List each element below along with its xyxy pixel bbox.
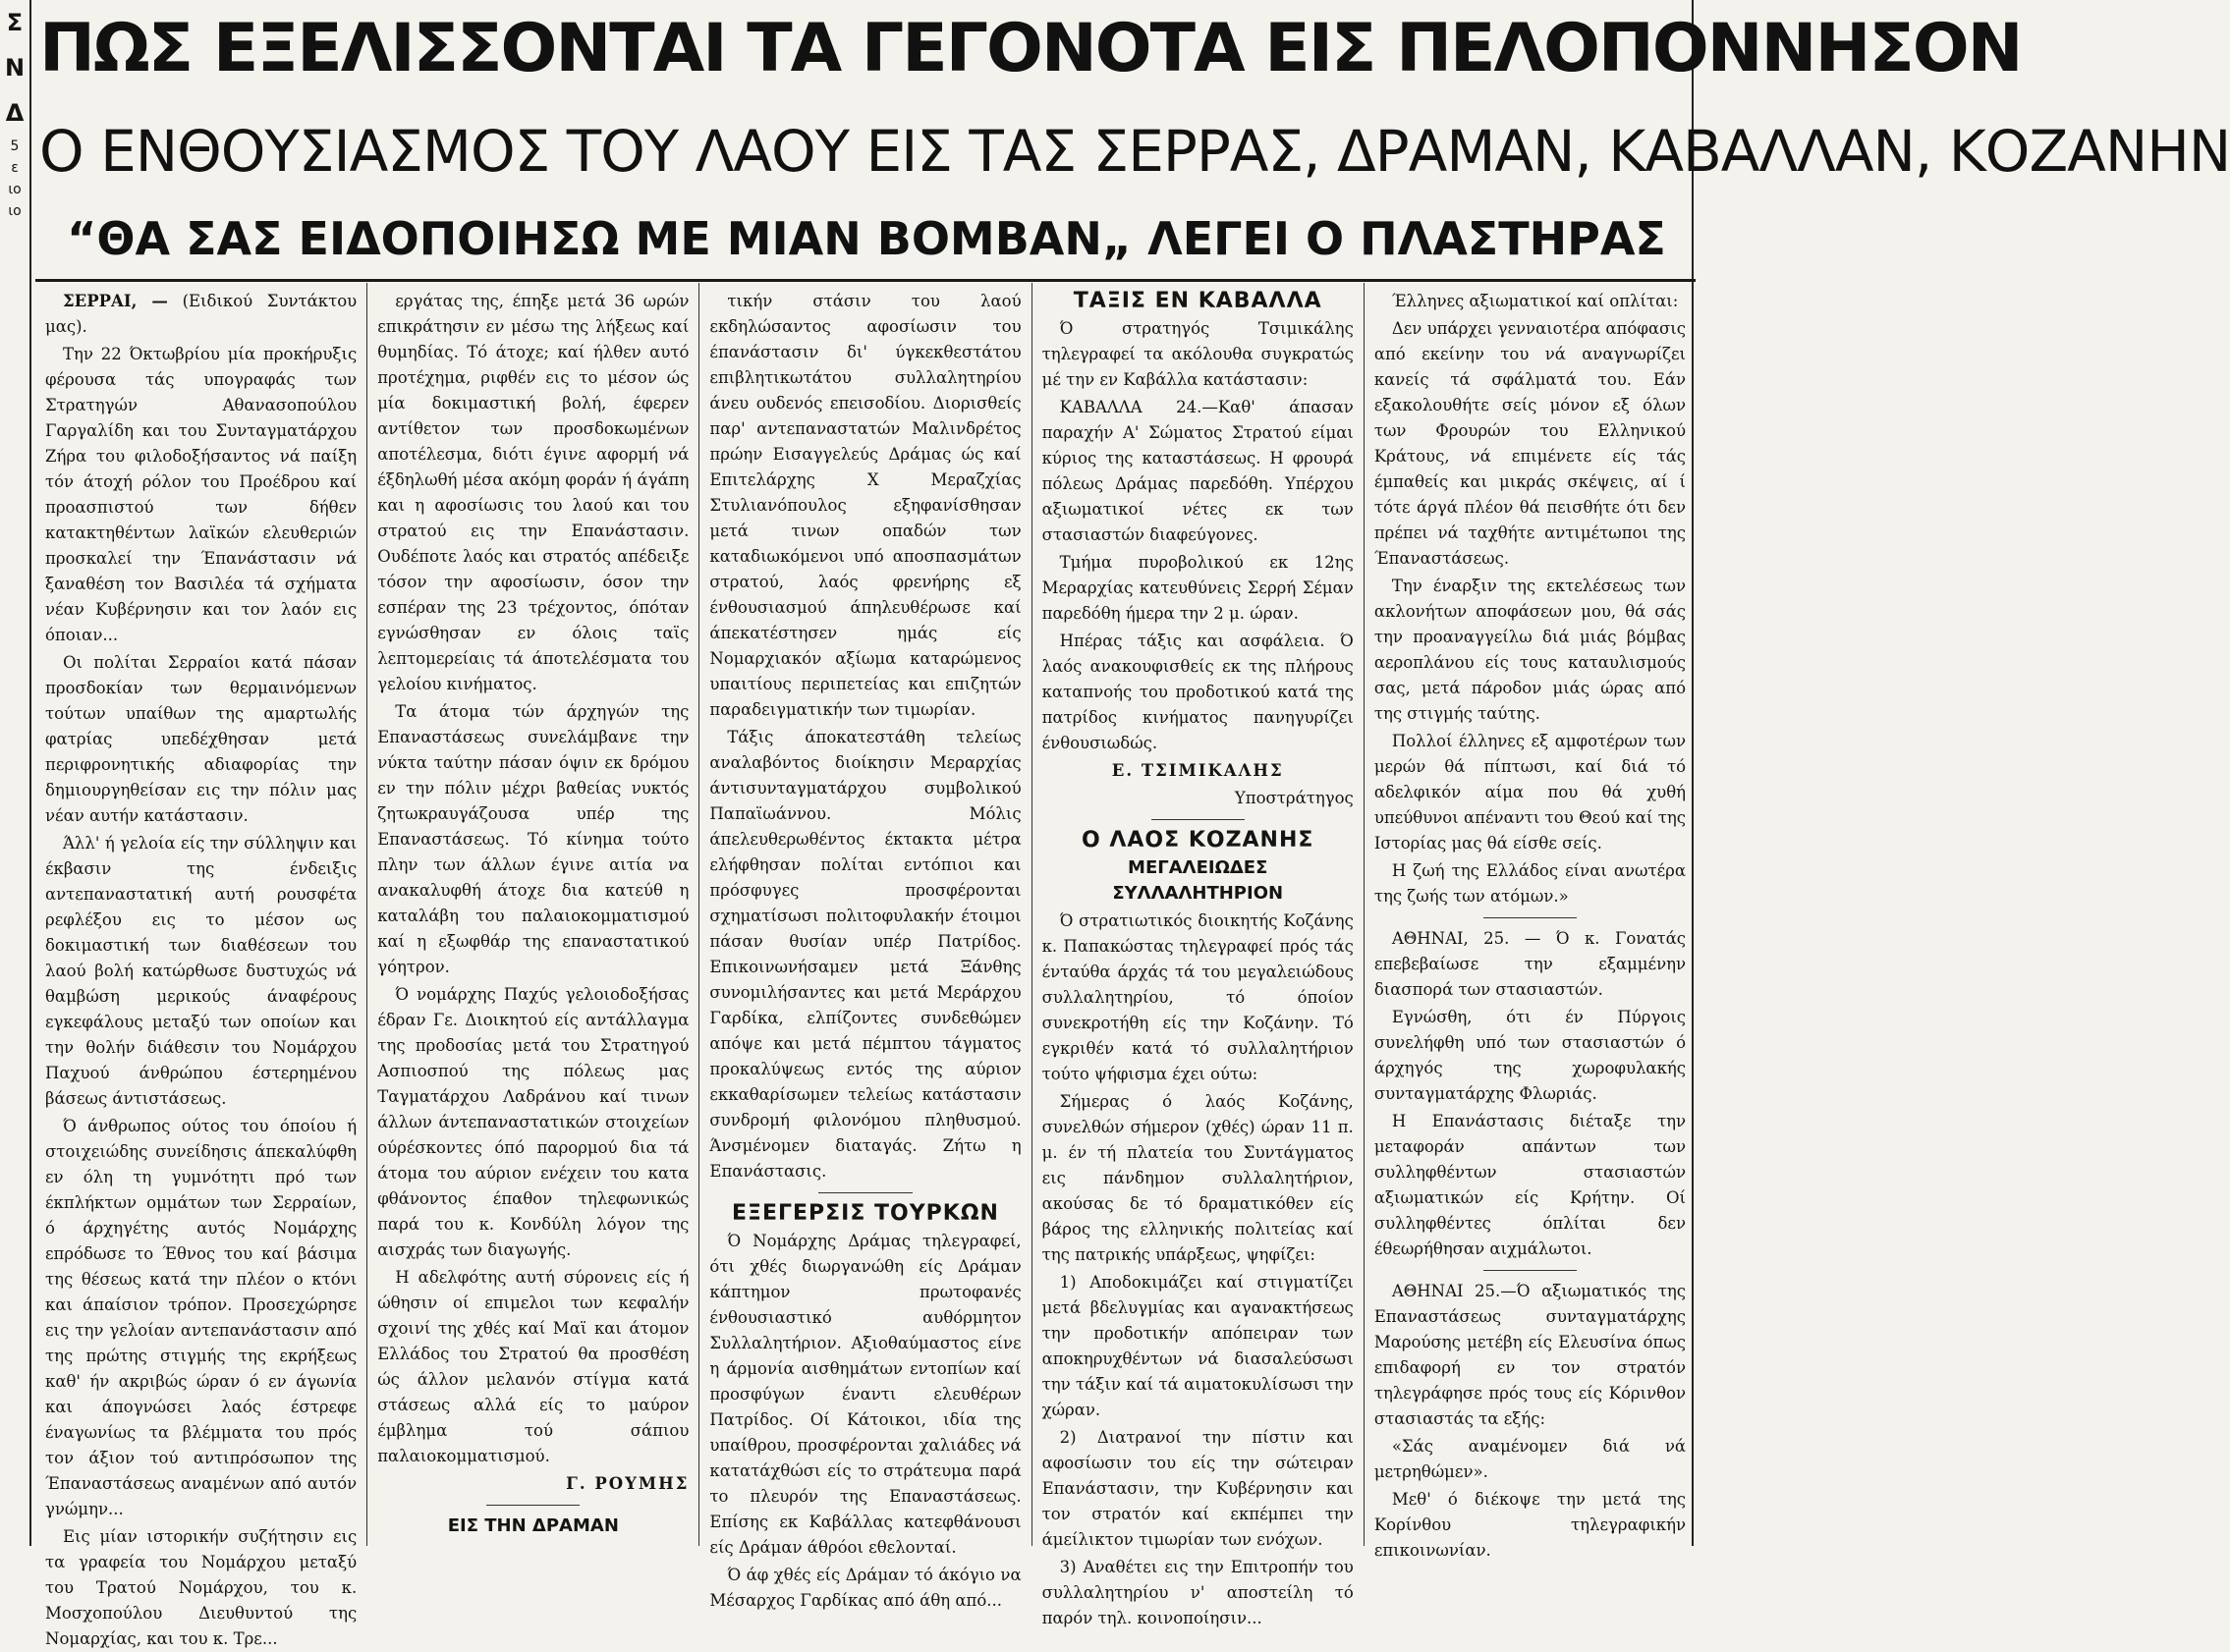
paragraph: Ό Νομάρχης Δράμας τηλεγραφεί, ότι χθές διωργανώθη είς Δράμαν κάπτημον πρωτοφανές ένθουσιαστικό αυθόρμητον Συλλαλητήριον. Αξιοθαύμαστος είνε η άρμονία αισθημάτων εντοπίων καί προσφύγων έναντι ελευθέρων Πατρίδος. Οί Κάτοικοι, ιδία της υπαίθρου, προσφέρονται χαλιάδες νά κατατάχθώσι είς το στράτευμα παρά το πλευρόν της Επαναστάσεως. Επίσης εκ Καβάλλας κατεφθάνουσι είς Δράμαν άθρόοι εθελονταί.: [709, 1232, 1022, 1557]
column-5: [1365, 283, 1696, 1560]
paragraph: «Σάς αναμένομεν διά νά μετρηθώμεν».: [1373, 1437, 1687, 1481]
paragraph: Δεν υπάρχει γενναιοτέρα απόφασις από εκείνην του νά αναγνωρίζει κανείς τά σφάλματά του. Εάν εξακολουθήτε σείς μόνον εξ όλων των Φρουρών του Ελληνικού Κράτους, νά επιμένετε είς τάς έμπαθείς και μικράς σκέψεις, αί ί τότε άργά πλέον θά πεισθήτε ότι δεν πρέπει νά ταχθήτε αντιμέτωποι της Έπαναστάσεως.: [1373, 319, 1687, 568]
paragraph: εργάτας της, έπηξε μετά 36 ωρών επικράτησιν εν μέσω της λήξεως καί θυμηδίας. Τό άτοχε; καί ήλθεν αυτό προτέχημα, ριφθέν εις το μέσον ώς μία δοκιμαστική βολή, έφερεν αντίθετον των προσδοκωμένων αποτέλεσμα, διότι έγινε αφορμή νά έξδηλωθή μέσα ακόμη φοράν ή άγάπη και η αφοσίωσις του λαού και του στρατού εις την Επανάστασιν. Ουδέποτε λαός και στρατός απέδειξε τόσον την αφοσίωσιν, όσον την εσπέραν της 23 τρέχοντος, όπόταν εγνώσθησαν εν όλοις ταϊς λεπτομερείαις τά άποτελέσματα του γελοίου κινήματος.: [377, 292, 690, 693]
paragraph: Ό νομάρχης Παχύς γελοιοδοξήσας έδραν Γε. Διοικητού είς αντάλλαγμα της προδοσίας μετά του Στρατηγού Ασπιοσπού της πόλεως μας Ταγματάρχου Λαδράνου καί τινων άλλων άντεπαναστατικών στοιχείων ούρέσκοντες όπό παρορμού δια τά άτομα του αύριον ενέχειν του κατα φθάνοντος έπαθον τηλεφωνικώς παρά του κ. Κονδύλη λόγον της αισχράς των διαγωγής.: [377, 985, 690, 1259]
paragraph: 3) Αναθέτει εις την Επιτροπήν του συλλαλητηρίου ν' αποστείλη τό παρόν τηλ. κοινοποίησιν...: [1041, 1558, 1354, 1627]
paragraph: Την έναρξιν της εκτελέσεως των ακλονήτων αποφάσεων μου, θά σάς την προαναγγείλω διά μιάς βόμβας αεροπλάνου είς τους καταυλισμούς σας, μετά πάροδον μιάς ώρας από της στιγμής ταύτης.: [1373, 577, 1687, 723]
edge-fragment: Ν: [4, 54, 26, 82]
paragraph: 2) Διατρανοί την πίστιν και αφοσίωσιν του είς την σώτειραν Επανάστασιν, την Κυβέρνησιν και τον στρατόν καί εκπέμπει την άμείλικτον τιμωρίαν των ενόχων.: [1041, 1428, 1354, 1549]
paragraph: Οι πολίται Σερραίοι κατά πάσαν προσδοκίαν των θερμαινόμενων τούτων υπαίθων της αμαρτωλής φατρίας υπεδέχθησαν μετά περιφρονητικής αδιαφορίας την δημιουργηθείσαν εις την πόλιν μας νέαν αυτήν κατάστασιν.: [45, 653, 358, 825]
section-heading: Ο ΛΑΟΣ ΚΟΖΑΝΗΣ: [1082, 828, 1314, 853]
divider: [486, 1505, 580, 1506]
author-rank: Υποστράτηγος: [1234, 789, 1354, 807]
column-4: [1032, 283, 1365, 1627]
paragraph: ΚΑΒΑΛΛΑ 24.—Καθ' άπασαν παραχήν Α' Σώματος Στρατού είμαι κύριος της καταστάσεως. Η φρουρά πόλεως Δράμας παρεδόθη. Υπέρχου αξιωματικοί νέτες εκ των στασιαστών διαφεύγονες.: [1041, 398, 1354, 544]
paragraph: Πολλοί έλληνες εξ αμφοτέρων των μερών θά πίπτωσι, καί διά τό αδελφικόν αίμα που θά χυθή υπεύθυνοι απέναντι του Θεού καί της Ιστορίας μας θά είσθε σείς.: [1373, 732, 1687, 853]
paragraph: Η αδελφότης αυτή σύρονεις είς ή ώθησιν οί επιμελοι των κεφαλήν σχοινί της χθές καί Μαϊ και άτομον Ελλάδος του Στρατού θα προσθέση ώς άλλον μελανόν στίγμα κατά στάσεως αλλά είς το μαύρον έμβλημα τού σάπιου παλαιοκομματισμού.: [377, 1268, 690, 1465]
paragraph: τικήν στάσιν του λαού εκδηλώσαντος αφοσίωσιν του έπανάστασιν δι' ύγκεκθεστάτου επιβλητικωτάτου συλλαλητηρίου άνευ ουδενός επεισοδίου. Διορισθείς παρ' αντεπαναστατών Μαλινδρέτος πρώην Εισαγγελεύς Δράμας ώς καί Επιτελάρχης Χ Μεραζχίας Στυλιανόπουλος εξηφανίσθησαν μετά τινων οπαδών των καταδιωκόμενοι υπό αποσπασμάτων στρατού, λαός φρενήρης εξ ένθουσιασμού άπηλευθέρωσε καί άπεκατέστησεν ημάς είς Νομαρχιακόν αξίωμα καταρώμενος υπαιτίους περιπετείας και επιζητών παραδειγματικήν των τιμωρίαν.: [709, 292, 1022, 719]
paragraph: Άλλ' ή γελοία είς την σύλληψιν και έκβασιν της ένδειξις αντεπαναστατική αυτή ρουσφέτα ρεφλέξου εις το μέσον ως δοκιμαστική των διαθέσεων του λαού βολή κατώρθωσε δυστυχώς νά θαμβώση μερικούς άναφέρους εγκεφάλους μεταξύ των οποίων και την θολήν διάθεσιν του Νομάρχου Παχυού άνθρώπου έστερημένου βάσεως άντιστάσεως.: [45, 834, 358, 1108]
edge-fragment: ιο: [8, 182, 22, 197]
paragraph: Έλληνες αξιωματικοί καί οπλίται:: [1391, 292, 1679, 310]
headline-rule: [35, 279, 1696, 282]
divider: [1151, 819, 1245, 820]
paragraph: Τμήμα πυροβολικού εκ 12ης Μεραρχίας κατευθύνεις Σερρή Σέμαν παρεδόθη ήμερα την 2 μ. ώραν.: [1041, 553, 1354, 623]
article-columns: [35, 283, 1696, 1648]
dateline-paragraph: [45, 289, 357, 340]
paragraph: ΑΘΗΝΑΙ, 25. — Ό κ. Γονατάς επεβεβαίωσε την εξαμμένην διασπορά των στασιαστών.: [1373, 929, 1687, 999]
paragraph: Ηπέρας τάξις και ασφάλεια. Ό λαός ανακουφισθείς εκ της πλήρους καταπνοής του προδοτικού κατά της πατρίδος κινήματος πανηγυρίζει ένθουσιωδώς.: [1041, 632, 1354, 752]
edge-fragment: Σ: [6, 9, 24, 36]
paragraph: Εγνώσθη, ότι έν Πύργοις συνελήφθη υπό των στασιαστών ό άρχηγός της χωροφυλακής συνταγματάρχης Φλωριάς.: [1373, 1008, 1687, 1103]
edge-fragment: ε: [11, 160, 19, 176]
paragraph: 1) Αποδοκιμάζει καί στιγματίζει μετά βδελυγμίας και αγανακτήσεως την προδοτικήν απόπειραν των αποκηρυχθέντων νά διασαλεύσωσι την τάξιν καί τά αιματοκυλίσωσι την χώραν.: [1041, 1273, 1354, 1419]
author-signature: Ε. ΤΣΙΜΙΚΑΛΗΣ: [1111, 761, 1284, 780]
paragraph: Την 22 Όκτωβρίου μία προκήρυξις φέρουσα τάς υπογραφάς των Στρατηγών Αθανασοπούλου Γαργαλίδη και του Συνταγματάρχου Ζήρα του φιλοδοξήσαντος νά παίξη τόν άτοχή ρόλον του Προέδρου καί προασπιστού των δήθεν κατακτηθέντων λαϊκών ελευθεριών προσκαλεί την Έπανάστασιν νά ξαναθέση τον Βασιλέα τά σχήματα νέαν Κυβέρνησιν και τον λαόν εις όποιαν...: [45, 345, 358, 644]
paragraph: Η Επανάστασις διέταξε την μεταφοράν απάντων των συλληφθέντων στασιαστών αξιωματικών είς Κρήτην. Οί συλληφθέντες όπλίται δεν έθεωρήθησαν αιχμάλωτοι.: [1373, 1112, 1687, 1258]
paragraph: Τα άτομα τών άρχηγών της Επαναστάσεως συνελάμβανε την νύκτα ταύτην πάσαν όψιν εκ δρόμου εν την πόλιν μέχρι βαθείας νυκτός ζητωκραυγάζουσα υπέρ της Επαναστάσεως. Τό κίνημα τούτο πλην των άλλων έγινε αιτία να ανακαλυφθή άτοχε δια κατεύθ η καταλάβη του παλαιοκομματισμού καί η εξωφθάρ της επαναστατικού γόητρον.: [377, 702, 690, 976]
edge-fragment: ιο: [8, 203, 22, 219]
edge-fragment: Δ: [5, 99, 25, 127]
third-headline: “ΘΑ ΣΑΣ ΕΙΔΟΠΟΙΗΣΩ ΜΕ ΜΙΑΝ ΒΟΜΒΑΝ„ ΛΕΓΕΙ Ο ΠΛΑΣΤΗΡΑΣ: [67, 212, 1666, 265]
paragraph: Ό άνθρωπος ούτος του όποίου ή στοιχειώδης συνείδησις άπεκαλύφθη εν όλη τη γυμνότητι πρό των έκπλήκτων ομμάτων των Σερραίων, ό άρχηγέτης αυτός Νομάρχης επρόδωσε το Έθνος του καί βάσιμα της θέσεως κατά την πλέον ο κτόνι και άπαίσιον τρόπον. Προσεχώρησε εις την γελοίαν αντεπανάστασιν από της πρώτης στιγμής της εκρήξεως καθ' ήν ακριβώς ώραν ό εν άγωνία και άπογνώσει λαός έστρεφε έναγωνίως τα βλέμματα του πρός τον άξιον τού αντιπρόσωπον της Έπαναστάσεως αναμένων από αυτόν γνώμην...: [45, 1117, 358, 1518]
paragraph: Η ζωή της Ελλάδος είναι ανωτέρα της ζωής των ατόμων.»: [1373, 861, 1687, 906]
column-1: [35, 283, 367, 1648]
author-signature: Γ. ΡΟΥΜΗΣ: [566, 1474, 690, 1493]
paragraph: Ό στρατιωτικός διοικητής Κοζάνης κ. Παπακώστας τηλεγραφεί πρός τάς ένταύθα άρχάς τά του μεγαλειώδους συλλαλητηρίου, τό όποίον συνεκροτήθη είς την Κοζάνην. Τό εγκριθέν κατά τό συλλαλητήριον τούτο ψήφισμα έχει ούτω:: [1041, 911, 1354, 1083]
paragraph: Εις μίαν ιστορικήν συζήτησιν εις τα γραφεία του Νομάρχου μεταξύ του Τρατού Νομάρχου, του κ. Μοσχοπούλου Διευθυντού της Νομαρχίας, και του κ. Τρε...: [45, 1527, 358, 1648]
dateline: ΣΕΡΡΑΙ, —: [63, 292, 168, 310]
divider: [818, 1192, 912, 1193]
paragraph: Σήμερας ό λαός Κοζάνης, συνελθών σήμερον (χθές) ώραν 11 π. μ. έν τή πλατεία του Συντάγματος εις πάνδημον συλλαλητήριον, ακούσας δε τό δραματικόθεν είς βάρος της ελληνικής πολιτείας καί της πατρικής υπάρξεως, ψηφίζει:: [1041, 1092, 1354, 1264]
credit: (Ειδικού Συντάκτου μας).: [45, 292, 358, 336]
section-heading: ΕΙΣ ΤΗΝ ΔΡΑΜΑΝ: [447, 1515, 619, 1536]
divider: [1483, 917, 1577, 918]
section-subheading: ΜΕΓΑΛΕΙΩΔΕΣ ΣΥΛΛΑΛΗΤΗΡΙΟΝ: [1112, 857, 1284, 904]
divider: [1483, 1270, 1577, 1271]
column-3: [699, 283, 1031, 1610]
paragraph: Μεθ' ό διέκοψε την μετά της Κορίνθου τηλεγραφικήν επικοινωνίαν.: [1373, 1490, 1687, 1560]
left-edge-fragment: [0, 0, 31, 1546]
main-headline: ΠΩΣ ΕΞΕΛΙΣΣΟΝΤΑΙ ΤΑ ΓΕΓΟΝΟΤΑ ΕΙΣ ΠΕΛΟΠΟΝΝΗΣΟΝ: [39, 10, 2022, 87]
section-heading: ΤΑΞΙΣ ΕΝ ΚΑΒΑΛΛΑ: [1073, 289, 1322, 313]
edge-fragment: 5: [10, 138, 20, 154]
paragraph: Τάξις άποκατεστάθη τελείως αναλαβόντος διοίκησιν Μεραρχίας άντισυνταγματάρχου συμβολικού Παπαϊωάννου. Μόλις άπελευθερωθέντος έκτακτα μέτρα ελήφθησαν πολίται εντόπιοι και πρόσφυγες προσφέρονται σχηματίσωσι πολιτοφυλακήν έτοιμοι πάσαν θυσίαν υπέρ Πατρίδος. Επικοινωνήσαμεν μετά Ξάνθης συνομιλήσαντες και μετά Μεράρχου Γαρδίκα, ελπίζοντες συνδεθώμεν απόψε και μετά πέμπτου τάγματος προκαλύψεως εντός της αύριον εκκαθαρίσωμεν τελείως κατάστασιν συνδρομή φιλονόμου πληθυσμού. Άνσμένομεν διαταγάς. Ζήτω η Επανάστασις.: [709, 728, 1022, 1181]
paragraph: Ό στρατηγός Τσιμικάλης τηλεγραφεί τα ακόλουθα συγκρατώς μέ την εν Καβάλλα κατάστασιν:: [1041, 319, 1354, 389]
column-2: [367, 283, 699, 1546]
section-heading: ΕΞΕΓΕΡΣΙΣ ΤΟΥΡΚΩΝ: [732, 1201, 999, 1226]
second-headline: Ο ΕΝΘΟΥΣΙΑΣΜΟΣ ΤΟΥ ΛΑΟΥ ΕΙΣ ΤΑΣ ΣΕΡΡΑΣ, ΔΡΑΜΑΝ, ΚΑΒΑΛΛΑΝ, ΚΟΖΑΝΗΝ: [39, 118, 2230, 185]
paragraph: ΑΘΗΝΑΙ 25.—Ό αξιωματικός της Επαναστάσεως συνταγματάρχης Μαρούσης μετέβη είς Ελευσίνα όπως επιδαφορή εν τον στρατόν τηλεγράφησε πρός τους είς Κόρινθον στασιαστάς τα εξής:: [1373, 1282, 1687, 1428]
paragraph: Ό άφ χθές είς Δράμαν τό άκόγιο να Μέσαρχος Γαρδίκας από άθη από...: [709, 1566, 1022, 1610]
